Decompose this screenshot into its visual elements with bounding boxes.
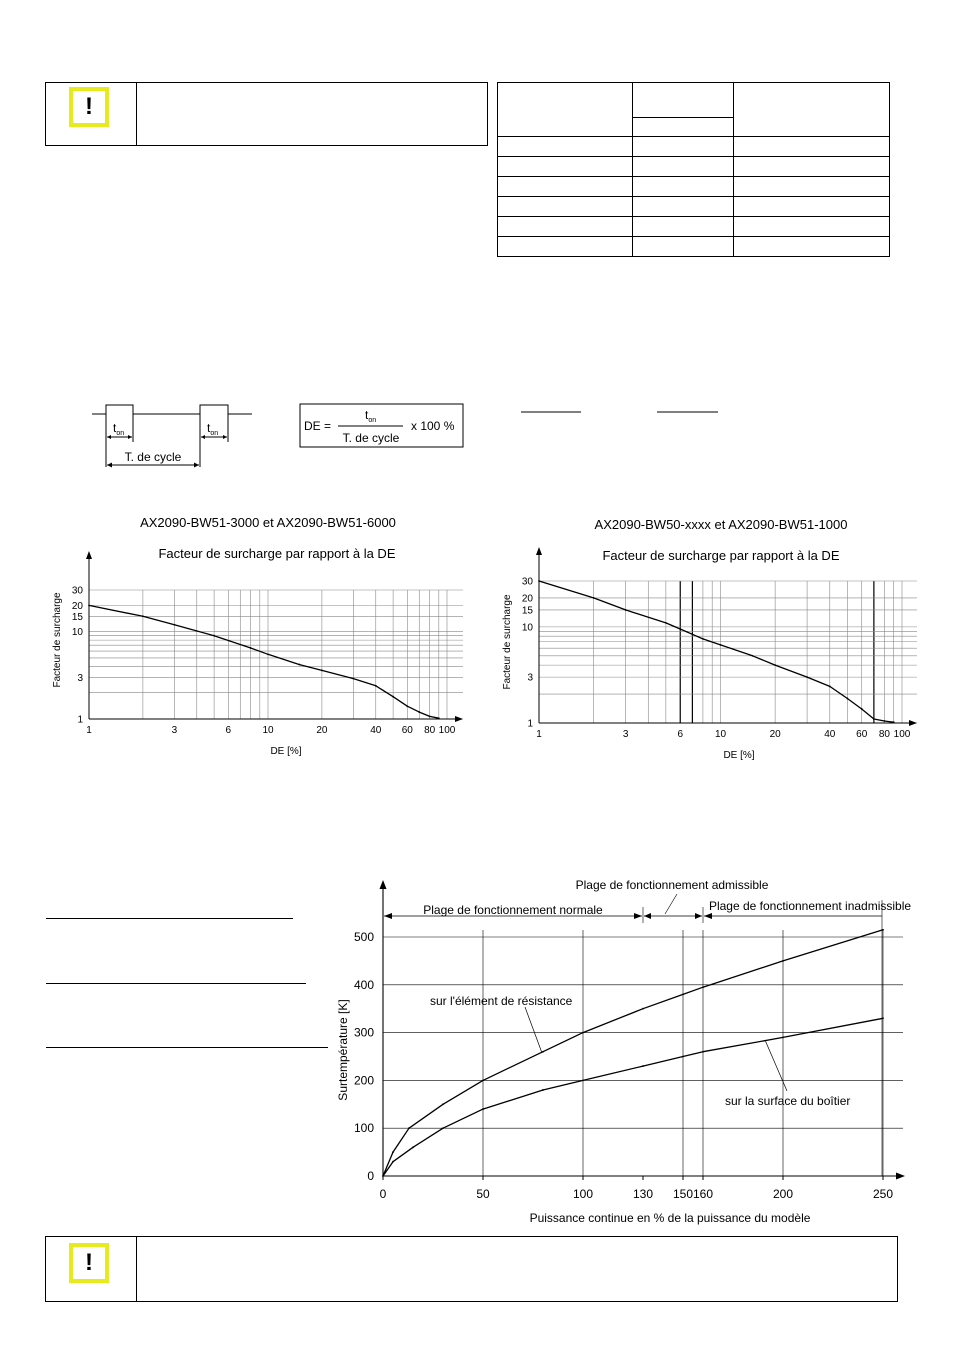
x-tick-label: 130 [632,1187,654,1201]
data-point [482,1080,484,1082]
x-tick-label: 1 [536,729,542,740]
warning-box-top [45,82,488,146]
x-tick-label: 10 [262,725,274,736]
table-cell [498,157,633,177]
series-line-resistance [383,930,883,1176]
y-tick-label: 300 [353,1025,374,1040]
warning-icon-cell [46,83,137,145]
data-point [392,1161,394,1163]
table-cell [733,217,889,237]
x-tick-label: 80 [878,729,890,740]
x-tick-label: 160 [692,1187,714,1201]
x-tick-label: 0 [379,1187,387,1201]
blank-line [46,1047,328,1048]
formula-denominator: T. de cycle [342,431,400,445]
data-point [412,1146,414,1148]
x-tick-label: 100 [572,1187,594,1201]
data-point [429,716,431,718]
formula-numerator: $t_{on}$ [365,408,377,424]
x-axis-arrow [909,720,917,726]
data-point [382,1175,384,1177]
y-tick-label: 30 [521,576,533,588]
data-point [782,960,784,962]
x-axis-label: DE [%] [723,750,755,761]
y-tick-label: 15 [71,611,83,623]
warning-icon-cell [46,1237,137,1301]
data-point [882,929,884,931]
table-cell [733,83,889,137]
table-cell [498,83,633,137]
data-point [88,604,90,606]
cycle-label: T. de cycle [124,450,182,464]
y-tick-label: 200 [353,1073,374,1088]
y-axis-label: Facteur de surcharge [502,594,513,690]
x-tick-label: 100 [893,729,911,740]
leader-line [665,894,677,914]
table-cell [632,137,733,157]
x-tick-label: 6 [677,729,684,740]
x-tick-label: 50 [476,1187,490,1201]
y-axis-label: Facteur de surcharge [52,592,63,688]
x-axis-arrow [896,1173,905,1180]
data-point [542,1089,544,1091]
table-cell [733,157,889,177]
y-tick-label: 20 [71,600,83,612]
chart-subtitle: Facteur de surcharge par rapport à la DE [602,548,840,563]
table-cell [733,197,889,217]
x-tick-label: 150 [672,1187,694,1201]
table-cell [498,237,633,257]
spec-table [497,82,890,257]
leader-line [525,1007,542,1053]
overload-curve [539,581,894,722]
data-point [438,717,440,719]
x-tick-label: 250 [872,1187,894,1201]
x-axis-arrow [455,716,463,722]
data-point [418,711,420,713]
data-point [893,721,895,723]
y-tick-label: 100 [353,1121,374,1136]
data-point [782,1036,784,1038]
x-tick-label: 100 [438,725,456,736]
exclamation-icon: ! [69,1243,109,1283]
y-tick-label: 1 [527,718,533,730]
ton-label-2: $t_{on}$ [207,421,219,437]
data-point [702,638,704,640]
region-normal-label: Plage de fonctionnement normale [423,903,603,917]
x-tick-label: 3 [171,725,178,736]
table-cell [632,118,733,137]
chart-subtitle: Facteur de surcharge par rapport à la DE [158,546,396,561]
y-axis-arrow [536,547,542,555]
exclamation-icon: ! [69,87,109,127]
data-point [250,647,252,649]
data-point [174,624,176,626]
data-point [321,670,323,672]
leader-line [765,1040,787,1091]
data-point [884,720,886,722]
x-tick-label: 20 [316,725,328,736]
data-point [392,696,394,698]
table-cell [498,177,633,197]
y-tick-label: 500 [353,930,374,944]
chart-title: AX2090-BW50-xxxx et AX2090-BW51-1000 [594,517,848,532]
table-cell [498,197,633,217]
data-point [682,1056,684,1058]
data-point [408,1127,410,1129]
table-cell [498,137,633,157]
data-point [442,1103,444,1105]
blank-line [46,918,293,919]
data-point [142,615,144,617]
y-tick-label: 10 [521,622,533,634]
data-point [702,1051,704,1053]
data-point [861,708,863,710]
chart-title: AX2090-BW51-3000 et AX2090-BW51-6000 [140,515,396,530]
data-point [542,1051,544,1053]
y-axis-arrow [86,551,92,559]
data-point [299,664,301,666]
data-point [353,678,355,680]
series-label-resistance: sur l'élément de résistance [430,994,573,1008]
x-tick-label: 10 [714,729,727,740]
data-point [829,686,831,688]
data-point [582,1032,584,1034]
formula-lhs: DE = [304,419,332,433]
table-cell [733,137,889,157]
formula-multiplier: x 100 % [411,419,455,433]
data-point [702,986,704,988]
x-axis-label: Puissance continue en % de la puissance du modèle [529,1211,811,1225]
y-tick-label: 30 [71,585,83,597]
data-point [882,1017,884,1019]
table-cell [733,237,889,257]
table-cell [632,177,733,197]
y-tick-label: 10 [71,627,83,639]
overload-chart-1 [0,505,477,765]
data-point [642,1065,644,1067]
y-axis-label: Surtempérature [K] [336,999,350,1101]
table-cell [632,217,733,237]
y-tick-label: 15 [521,605,533,617]
data-point [682,993,684,995]
y-tick-label: 3 [527,672,533,684]
overload-curve [89,605,439,718]
data-point [538,580,540,582]
y-tick-label: 1 [77,714,83,726]
data-point [642,1008,644,1010]
ton-label-1: $t_{on}$ [113,421,125,437]
table-cell [498,217,633,237]
data-point [482,1108,484,1110]
x-tick-label: 20 [769,729,781,740]
x-tick-label: 60 [856,729,868,740]
data-point [679,628,681,630]
table-cell [632,237,733,257]
region-inadmissible-label: Plage de fonctionnement inadmissible [708,899,912,913]
x-axis-label: DE [%] [270,746,302,757]
duty-cycle-diagram [0,395,954,475]
y-tick-label: 400 [353,977,374,992]
data-point [442,1127,444,1129]
series-label-housing: sur la surface du boîtier [725,1094,851,1108]
table-cell [632,197,733,217]
y-tick-label: 0 [367,1169,374,1183]
y-axis-arrow [380,880,387,889]
x-tick-label: 200 [772,1187,794,1201]
x-tick-label: 40 [824,729,836,740]
data-point [625,609,627,611]
table-cell [632,83,733,118]
data-point [665,622,667,624]
data-point [774,664,776,666]
x-tick-label: 60 [401,725,413,736]
x-tick-label: 1 [86,725,92,736]
data-point [720,644,722,646]
arrow-head [704,913,712,919]
x-tick-label: 6 [225,725,232,736]
data-point [375,685,377,687]
data-point [267,653,269,655]
y-tick-label: 3 [77,672,83,684]
data-point [406,705,408,707]
data-point [582,1080,584,1082]
data-point [873,718,875,720]
data-point [593,597,595,599]
x-tick-label: 3 [622,729,629,740]
overload-chart-2 [477,505,954,765]
table-cell [733,177,889,197]
x-tick-label: 40 [370,725,382,736]
data-point [752,655,754,657]
y-tick-label: 20 [521,593,533,605]
data-point [846,698,848,700]
data-point [213,635,215,637]
blank-line [46,983,306,984]
table-cell [632,157,733,177]
data-point [392,1151,394,1153]
warning-box-bottom [45,1236,898,1302]
temperature-chart [325,870,925,1230]
region-admissible-label: Plage de fonctionnement admissible [575,878,769,892]
x-tick-label: 80 [424,725,436,736]
data-point [806,676,808,678]
